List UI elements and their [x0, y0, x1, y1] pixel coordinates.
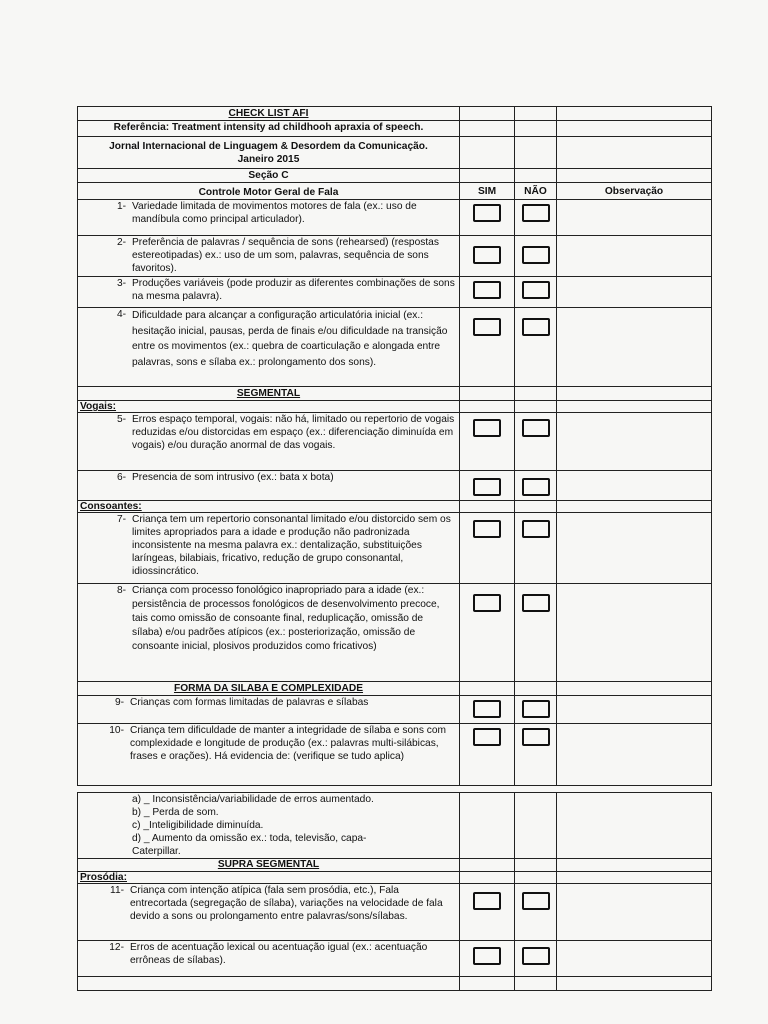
checkbox-no[interactable]	[522, 728, 550, 746]
observation-cell[interactable]	[557, 513, 712, 584]
checkbox-yes[interactable]	[473, 892, 501, 910]
observation-cell[interactable]	[557, 236, 712, 277]
sub-options-list	[82, 793, 455, 858]
checkbox-yes[interactable]	[473, 318, 501, 336]
table-row	[78, 277, 712, 308]
checkbox-no[interactable]	[522, 947, 550, 965]
item-text: Crianças com formas limitadas de palavras e sílabas	[130, 697, 369, 708]
observation-cell[interactable]	[557, 277, 712, 308]
checklist-title: CHECK LIST AFI	[78, 107, 460, 121]
journal-info	[78, 137, 460, 169]
checkbox-no[interactable]	[522, 594, 550, 612]
checkbox-yes[interactable]	[473, 419, 501, 437]
checkbox-yes[interactable]	[473, 728, 501, 746]
section-label: Seção C	[78, 169, 460, 183]
checkbox-yes[interactable]	[473, 700, 501, 718]
checklist-table-continued	[77, 792, 712, 991]
table-row	[78, 884, 712, 941]
col-header-observation: Observação	[557, 183, 712, 200]
reference-line: Referência: Treatment intensity ad childhooh apraxia of speech.	[78, 121, 460, 137]
checkbox-no[interactable]	[522, 281, 550, 299]
table-row	[78, 793, 712, 859]
checkbox-yes[interactable]	[473, 520, 501, 538]
item-number: 5-	[116, 414, 126, 425]
journal-line-1: Jornal Internacional de Linguagem & Desordem da Comunicação.	[109, 141, 428, 152]
table-row	[78, 413, 712, 471]
checkbox-yes[interactable]	[473, 246, 501, 264]
checkbox-no[interactable]	[522, 318, 550, 336]
checkbox-no[interactable]	[522, 892, 550, 910]
checklist-table-main	[77, 106, 712, 786]
subsection-consoantes: Consoantes:	[78, 501, 460, 513]
observation-cell[interactable]	[557, 884, 712, 941]
item-text: Dificuldade para alcançar a configuração articulatória inicial (ex.: hesitação inicial, pausas, perda de finais e/ou dificuldade na transição entre os movimentos (ex.: quebra de coarticulação e alongada entre palavras, sons e sílaba ex.: prolongamento dos sons).	[132, 310, 448, 368]
subsection-prosodia: Prosódia:	[78, 872, 460, 884]
col-header-no: NÃO	[515, 183, 557, 200]
item-number: 2-	[116, 237, 126, 248]
item-text: Preferência de palavras / sequência de sons (rehearsed) (respostas estereotipadas) ex.: uso de um som, palavras, sequência de sons favoritos).	[132, 237, 439, 274]
item-text: Criança tem um repertorio consonantal limitado e/ou distorcido sem os limites apropriados para a idade e produção não padronizada inconsistente na mesma palavra ex.: dentalização, substituições laríngeas, bilabiais, fricativo, redução de grupo consonantal, idiossincrático.	[132, 514, 451, 577]
table-row	[78, 200, 712, 236]
checkbox-no[interactable]	[522, 478, 550, 496]
observation-cell[interactable]	[557, 941, 712, 977]
subsection-vogais: Vogais:	[78, 401, 460, 413]
col-header-yes: SIM	[460, 183, 515, 200]
checkbox-yes[interactable]	[473, 947, 501, 965]
item-text: Criança tem dificuldade de manter a integridade de sílaba e sons com complexidade e longitude de produção (ex.: palavras multi-silábicas, frases e orações). Há evidencia de: (verifique se tudo aplica)	[130, 725, 446, 762]
observation-cell[interactable]	[557, 471, 712, 501]
sub-option-d-continued: Caterpillar.	[132, 846, 181, 857]
sub-option-d: d) _ Aumento da omissão ex.: toda, televisão, capa-	[132, 833, 367, 844]
item-text: Erros espaço temporal, vogais: não há, limitado ou repertorio de vogais reduzidas e/ou distorcidas em espaço (ex.: diferenciação diminuída em vogais) e/ou duração anormal de das vogais.	[132, 414, 455, 451]
item-number: 7-	[116, 514, 126, 525]
item-number: 8-	[116, 585, 126, 596]
table-row	[78, 308, 712, 387]
checkbox-no[interactable]	[522, 419, 550, 437]
item-number: 11-	[110, 885, 124, 896]
table-row	[78, 584, 712, 682]
item-text: Criança com processo fonológico inapropriado para a idade (ex.: persistência de processos fonológicos de desenvolvimento precoce, tais como omissão de consoante final, reduplicação, omissão de sílaba) e/ou padrões atípicos (ex.: posteriorização, omissão de consoante inicial, plosivos produzidos como fricativos)	[132, 585, 440, 652]
section-forma-silaba: FORMA DA SILABA E COMPLEXIDADE	[78, 682, 460, 696]
item-number: 12-	[109, 942, 124, 953]
checkbox-yes[interactable]	[473, 281, 501, 299]
observation-cell[interactable]	[557, 724, 712, 786]
checkbox-yes[interactable]	[473, 594, 501, 612]
sub-option-c: c) _Inteligibilidade diminuída.	[132, 820, 264, 831]
item-number: 1-	[116, 201, 126, 212]
item-text: Criança com intenção atípica (fala sem prosódia, etc.), Fala entrecortada (segregação de sílaba), variações na velocidade de fala devido a sons ou prolongamento entre palavras/sons/sílabas.	[130, 885, 443, 922]
checkbox-yes[interactable]	[473, 478, 501, 496]
checkbox-no[interactable]	[522, 246, 550, 264]
item-number: 3-	[116, 278, 126, 289]
checkbox-yes[interactable]	[473, 204, 501, 222]
observation-cell[interactable]	[557, 308, 712, 387]
item-number: 9-	[114, 697, 124, 708]
observation-cell[interactable]	[557, 696, 712, 724]
table-row	[78, 236, 712, 277]
observation-cell[interactable]	[557, 200, 712, 236]
table-row	[78, 513, 712, 584]
item-text: Erros de acentuação lexical ou acentuação igual (ex.: acentuação errôneas de sílabas).	[130, 942, 428, 966]
observation-cell[interactable]	[557, 413, 712, 471]
table-row	[78, 696, 712, 724]
table-row	[78, 471, 712, 501]
item-text: Produções variáveis (pode produzir as diferentes combinações de sons na mesma palavra).	[132, 278, 455, 302]
item-text: Variedade limitada de movimentos motores de fala (ex.: uso de mandíbula como principal articulador).	[132, 201, 417, 225]
checkbox-no[interactable]	[522, 700, 550, 718]
sub-option-b: b) _ Perda de som.	[132, 807, 219, 818]
checkbox-no[interactable]	[522, 204, 550, 222]
section-title: Controle Motor Geral de Fala	[78, 183, 460, 200]
table-row	[78, 941, 712, 977]
item-number: 6-	[116, 472, 126, 483]
item-number: 10-	[109, 725, 124, 736]
checkbox-no[interactable]	[522, 520, 550, 538]
item-number: 4-	[116, 309, 126, 320]
sub-option-a: a) _ Inconsistência/variabilidade de erros aumentado.	[132, 794, 374, 805]
section-supra-segmental: SUPRA SEGMENTAL	[78, 859, 460, 872]
journal-line-2: Janeiro 2015	[237, 154, 300, 165]
section-segmental: SEGMENTAL	[78, 387, 460, 401]
checklist-sheet	[77, 106, 711, 991]
table-row	[78, 724, 712, 786]
item-text: Presencia de som intrusivo (ex.: bata x bota)	[132, 472, 334, 483]
observation-cell[interactable]	[557, 584, 712, 682]
